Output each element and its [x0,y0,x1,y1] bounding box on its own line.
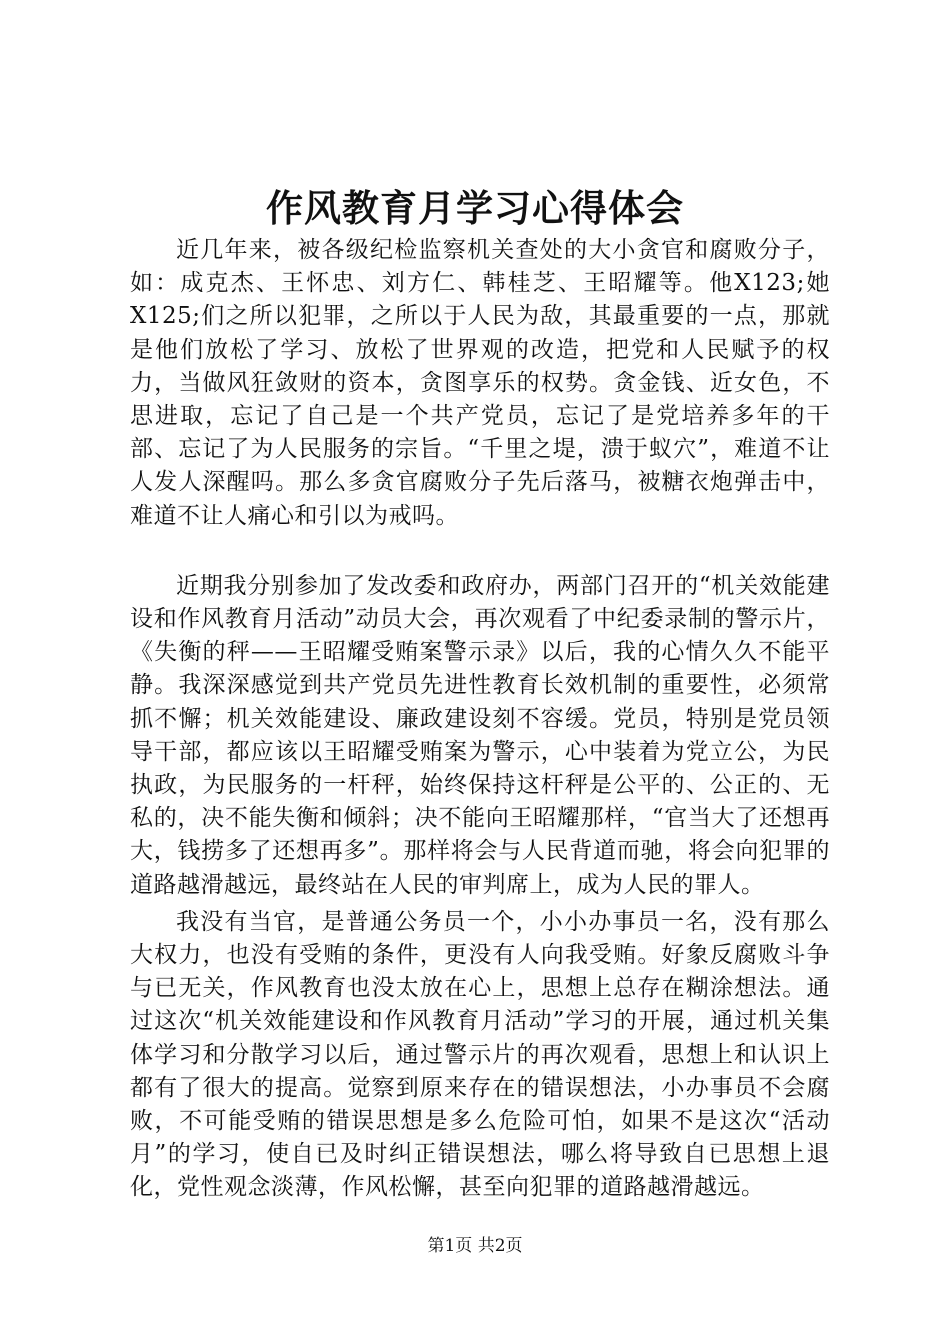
paragraph-2: 近期我分别参加了发改委和政府办，两部门召开的“机关效能建设和作风教育月活动”动员大会，再次观看了中纪委录制的警示片，《失衡的秤——王昭耀受贿案警示录》以后，我的心情久久不能平静。我深深感觉到共产党员先进性教育长效机制的重要性，必须常抓不懈；机关效能建设、廉政建设刻不容缓。党员，特别是党员领导干部，都应该以王昭耀受贿案为警示，心中装着为党立公，为民执政，为民服务的一杆秤，始终保持这杆秤是公平的、公正的、无私的，决不能失衡和倾斜；决不能向王昭耀那样，“官当大了还想再大，钱捞多了还想再多”。那样将会与人民背道而驰，将会向犯罪的道路越滑越远，最终站在人民的审判席上，成为人民的罪人。 [130,572,830,898]
paragraph-1: 近几年来，被各级纪检监察机关查处的大小贪官和腐败分子，如：成克杰、王怀忠、刘方仁、韩桂芝、王昭耀等。他X123;她X125;们之所以犯罪，之所以于人民为敌，其最重要的一点，那就是他们放松了学习、放松了世界观的改造，把党和人民赋予的权力，当做风狂敛财的资本，贪图享乐的权势。贪金钱、近女色，不思进取，忘记了自己是一个共产党员，忘记了是党培养多年的干部、忘记了为人民服务的宗旨。“千里之堤，溃于蚁穴”，难道不让人发人深醒吗。那么多贪官腐败分子先后落马，被糖衣炮弹击中，难道不让人痛心和引以为戒吗。 [130,237,830,529]
paragraph-3: 我没有当官，是普通公务员一个，小小办事员一名，没有那么大权力，也没有受贿的条件，更没有人向我受贿。好象反腐败斗争与已无关，作风教育也没太放在心上，思想上总存在糊涂想法。通过这次“机关效能建设和作风教育月活动”学习的开展，通过机关集体学习和分散学习以后，通过警示片的再次观看，思想上和认识上都有了很大的提高。觉察到原来存在的错误想法，小办事员不会腐败，不可能受贿的错误思想是多么危险可怕，如果不是这次“活动月”的学习，使自已及时纠正错误想法，哪么将导致自已思想上退化，党性观念淡薄，作风松懈，甚至向犯罪的道路越滑越远。 [130,908,830,1201]
page-footer: 第1页 共2页 [427,1236,523,1256]
document-title: 作风教育月学习心得体会 [266,186,684,230]
document-body [130,234,830,1205]
